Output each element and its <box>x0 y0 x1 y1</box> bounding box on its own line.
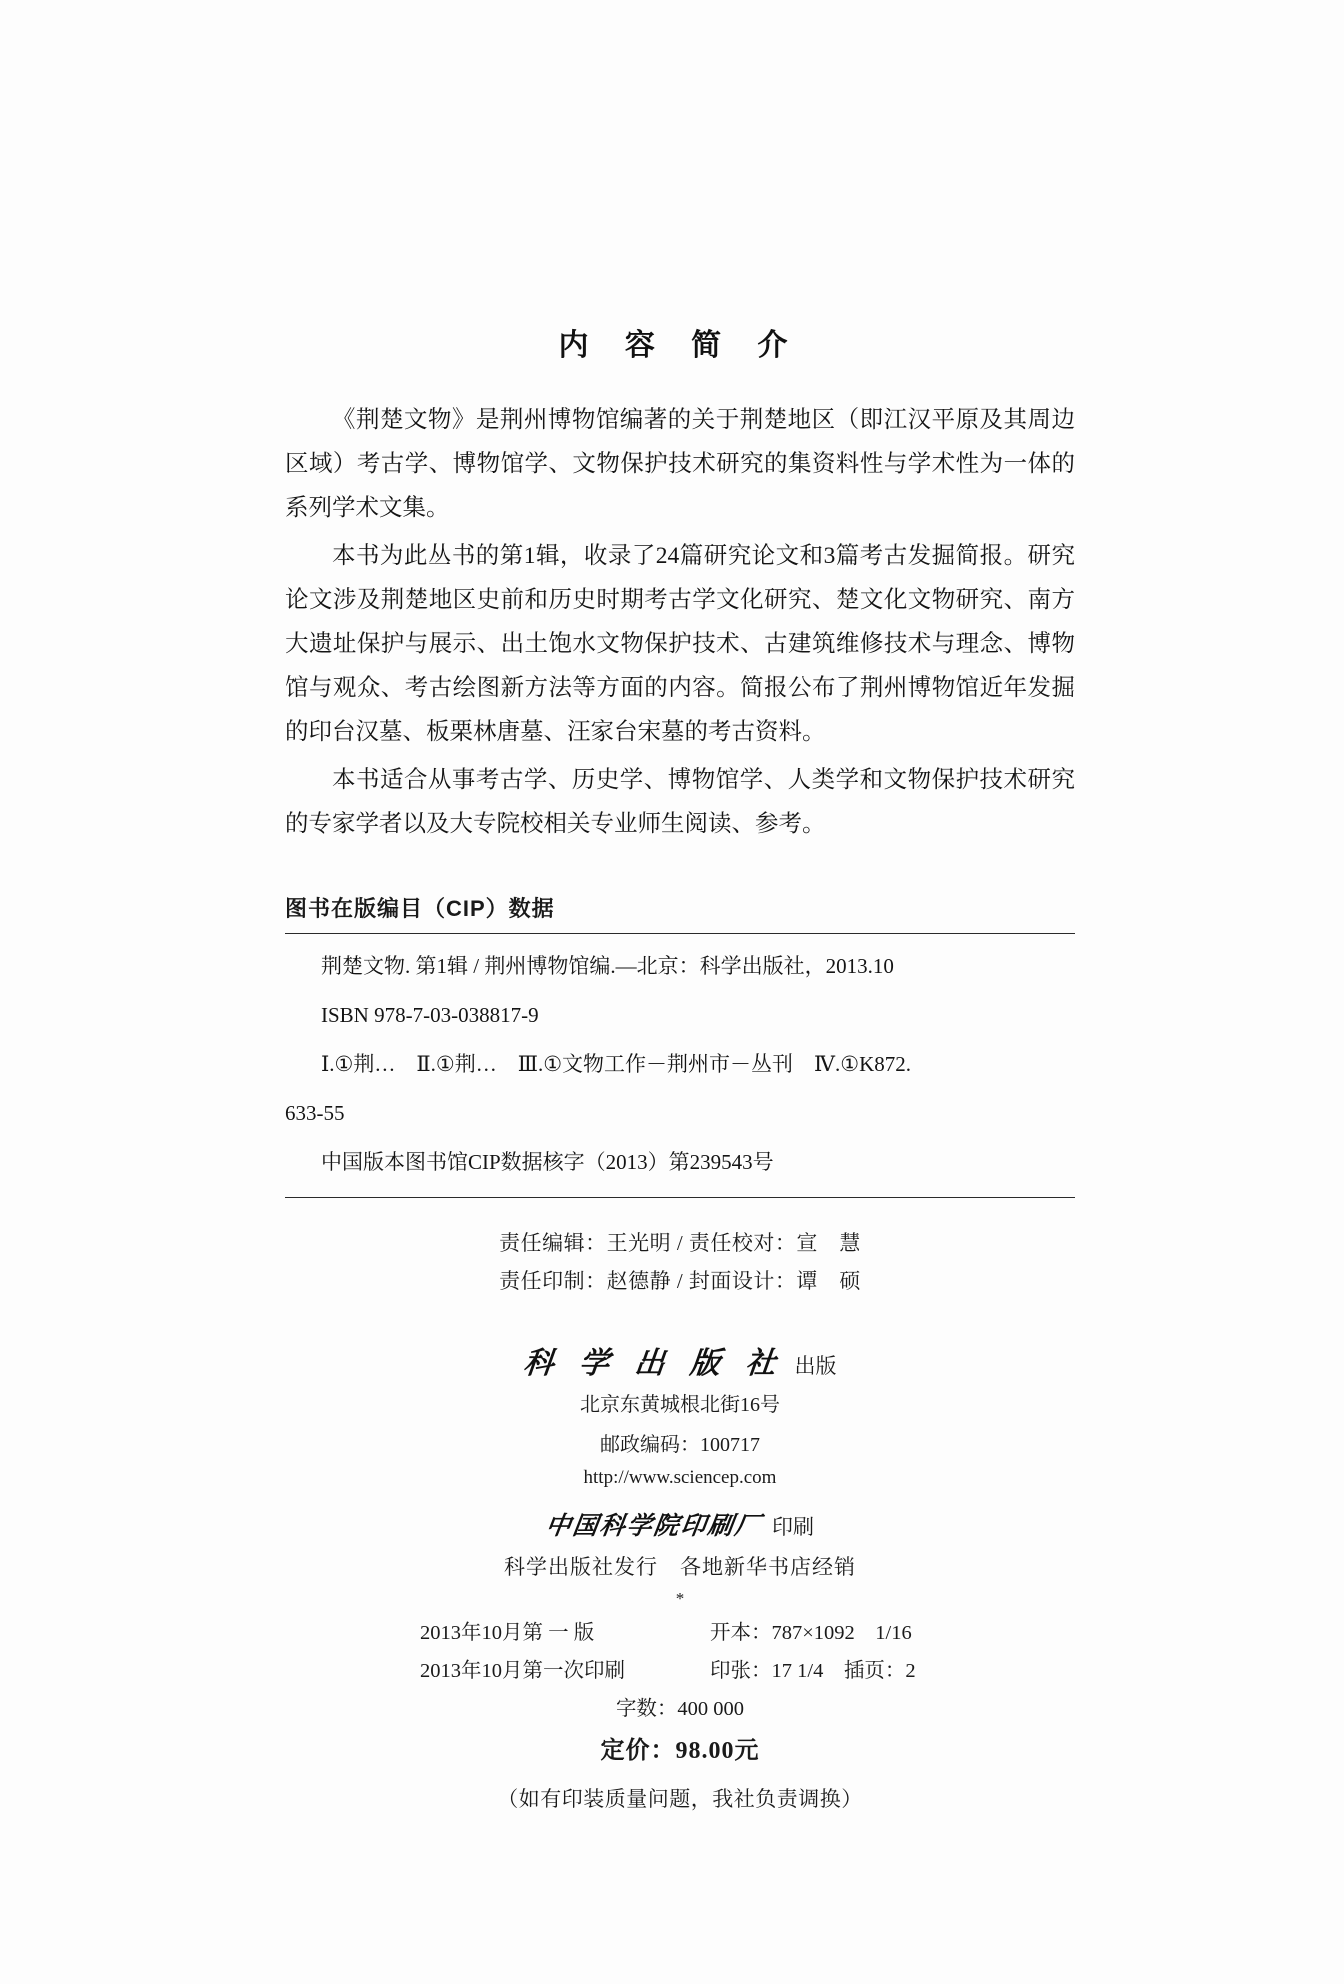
separator-asterisk: * <box>675 1589 685 1608</box>
staff-credits <box>285 1224 1075 1300</box>
price: 定价：98.00元 <box>600 1738 760 1764</box>
publisher-postcode: 邮政编码：100717 <box>600 1434 760 1456</box>
cip-classification: Ⅰ.①荆… Ⅱ.①荆… Ⅲ.①文物工作－荆州市－丛刊 Ⅳ.①K872. <box>321 1052 912 1076</box>
quality-note: （如有印装质量问题，我社负责调换） <box>497 1787 863 1811</box>
publisher-address: 北京东黄城根北街16号 <box>580 1394 780 1416</box>
cip-isbn: ISBN 978-7-03-038817-9 <box>321 1003 539 1027</box>
publisher-logo: 科 学 出 版 社 <box>521 1347 786 1380</box>
cip-body <box>285 934 1075 1197</box>
print-date: 2013年10月第一次印刷 <box>420 1660 625 1682</box>
book-summary <box>285 398 1075 846</box>
cip-citation: 荆楚文物. 第1辑 / 荆州博物馆编.—北京：科学出版社，2013.10 <box>321 954 894 978</box>
book-format: 开本：787×1092 1/16 <box>710 1622 912 1644</box>
credit-line-production: 责任印制：赵德静 / 封面设计：谭 硕 <box>499 1269 861 1293</box>
summary-paragraph-2: 本书为此丛书的第1辑，收录了24篇研究论文和3篇考古发掘简报。研究论文涉及荆楚地区史前和历史时期考古学文化研究、楚文化文物研究、南方大遗址保护与展示、出土饱水文物保护技术、古建筑维修技术与理念、博物馆与观众、考古绘图新方法等方面的内容。简报公布了荆州博物馆近年发掘的印台汉墓、板栗林唐墓、汪家台宋墓的考古资料。 <box>285 543 1075 745</box>
imprint-row-2 <box>285 1652 1075 1690</box>
publisher-suffix: 出版 <box>794 1354 837 1378</box>
printer-line <box>285 1506 1075 1542</box>
edition-date: 2013年10月第 一 版 <box>420 1622 595 1644</box>
cip-divider-bottom <box>285 1197 1075 1198</box>
cip-classification-cont: 633-55 <box>285 1101 345 1125</box>
distribution-line: 科学出版社发行 各地新华书店经销 <box>504 1555 856 1579</box>
cip-block <box>285 892 1075 1198</box>
cip-registry-number: 中国版本图书馆CIP数据核字（2013）第239543号 <box>321 1150 774 1174</box>
copyright-page-content <box>285 320 1075 1818</box>
page-title: 内 容 简 介 <box>558 329 802 362</box>
cip-heading: 图书在版编目（CIP）数据 <box>285 896 555 921</box>
print-sheets: 印张：17 1/4 插页：2 <box>710 1660 916 1682</box>
publisher-url: http://www.sciencep.com <box>583 1467 777 1488</box>
printer-suffix: 印刷 <box>772 1515 814 1539</box>
imprint-details <box>285 1614 1075 1818</box>
credit-line-editor: 责任编辑：王光明 / 责任校对：宣 慧 <box>499 1231 861 1255</box>
publisher-name-line <box>285 1338 1075 1382</box>
printer-logo: 中国科学院印刷厂 <box>543 1513 764 1540</box>
publisher-block <box>285 1338 1075 1610</box>
imprint-row-1 <box>285 1614 1075 1652</box>
summary-paragraph-1: 《荆楚文物》是荆州博物馆编著的关于荆楚地区（即江汉平原及其周边区域）考古学、博物馆学、文物保护技术研究的集资料性与学术性为一体的系列学术文集。 <box>285 407 1075 521</box>
summary-paragraph-3: 本书适合从事考古学、历史学、博物馆学、人类学和文物保护技术研究的专家学者以及大专院校相关专业师生阅读、参考。 <box>285 767 1075 837</box>
word-count: 字数：400 000 <box>615 1698 745 1720</box>
